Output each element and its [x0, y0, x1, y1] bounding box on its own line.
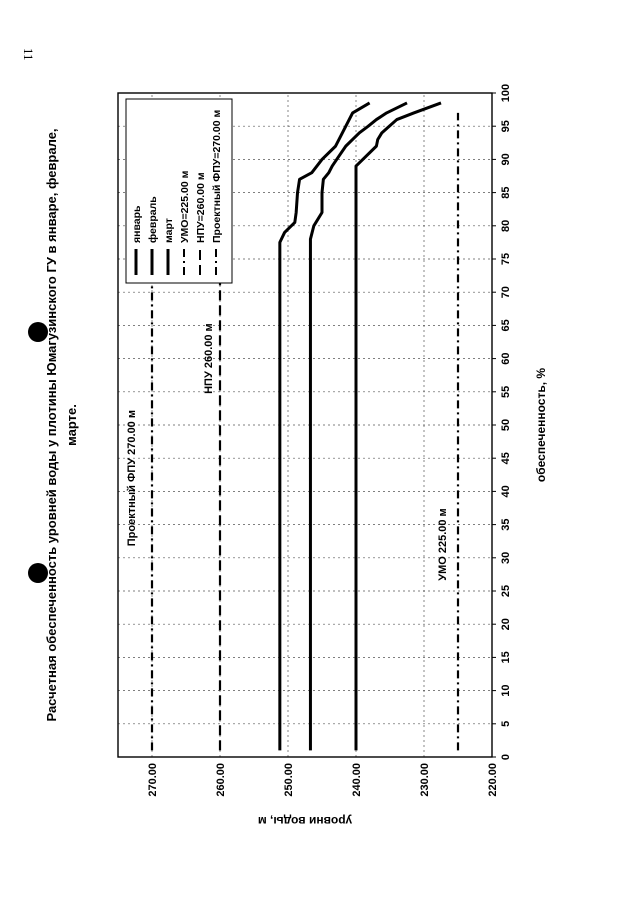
x-tick-label: 80 — [500, 219, 512, 232]
legend-label: УМО=225.00 м — [179, 170, 191, 243]
x-tick-label: 0 — [500, 753, 512, 761]
legend-label: февраль — [147, 196, 159, 243]
legend-label: январь — [131, 205, 143, 243]
x-tick-label: 60 — [500, 352, 512, 365]
y-tick-label: 240.00 — [351, 763, 363, 797]
y-tick-label: 220.00 — [487, 763, 499, 797]
x-tick-label: 95 — [500, 120, 512, 133]
chart-title-line: Расчетная обеспеченность уровней воды у плотины Юмагузинского ГУ в январе, феврале, — [44, 128, 59, 722]
legend-label: НПУ=260.00 м — [195, 172, 207, 243]
line-annotation: УМО 225.00 м — [436, 508, 449, 581]
y-tick-label: 260.00 — [215, 763, 227, 797]
x-tick-label: 10 — [500, 684, 512, 697]
line-annotation: НПУ 260.00 м — [202, 323, 215, 394]
x-axis-title: обеспеченность, % — [534, 367, 548, 483]
chart-title-line: марте. — [64, 404, 79, 446]
x-tick-label: 70 — [500, 286, 512, 299]
legend-label: Проектный ФПУ=270.00 м — [211, 109, 223, 243]
y-tick-label: 250.00 — [283, 763, 295, 797]
page-number: 11 — [21, 48, 36, 61]
x-tick-label: 25 — [500, 584, 512, 598]
x-tick-label: 100 — [500, 83, 512, 103]
x-tick-label: 55 — [500, 385, 512, 398]
x-tick-label: 20 — [500, 618, 512, 631]
series-line — [310, 103, 407, 750]
x-tick-label: 90 — [500, 153, 512, 166]
x-tick-label: 30 — [500, 551, 512, 564]
x-tick-label: 45 — [500, 452, 512, 465]
x-tick-label: 35 — [500, 518, 512, 531]
x-tick-label: 65 — [500, 319, 512, 332]
y-tick-label: 230.00 — [419, 763, 431, 797]
y-tick-label: 270.00 — [147, 763, 159, 797]
legend-label: март — [163, 218, 175, 243]
x-tick-label: 50 — [500, 418, 512, 432]
x-tick-label: 15 — [500, 651, 512, 664]
line-annotation: Проектный ФПУ 270.00 м — [126, 409, 138, 547]
series-line — [356, 103, 441, 750]
y-axis-title: уровни воды, м — [257, 814, 353, 828]
x-tick-label: 75 — [500, 252, 512, 266]
x-tick-label: 40 — [500, 485, 512, 498]
x-tick-label: 85 — [500, 186, 512, 199]
x-tick-label: 5 — [500, 720, 512, 727]
